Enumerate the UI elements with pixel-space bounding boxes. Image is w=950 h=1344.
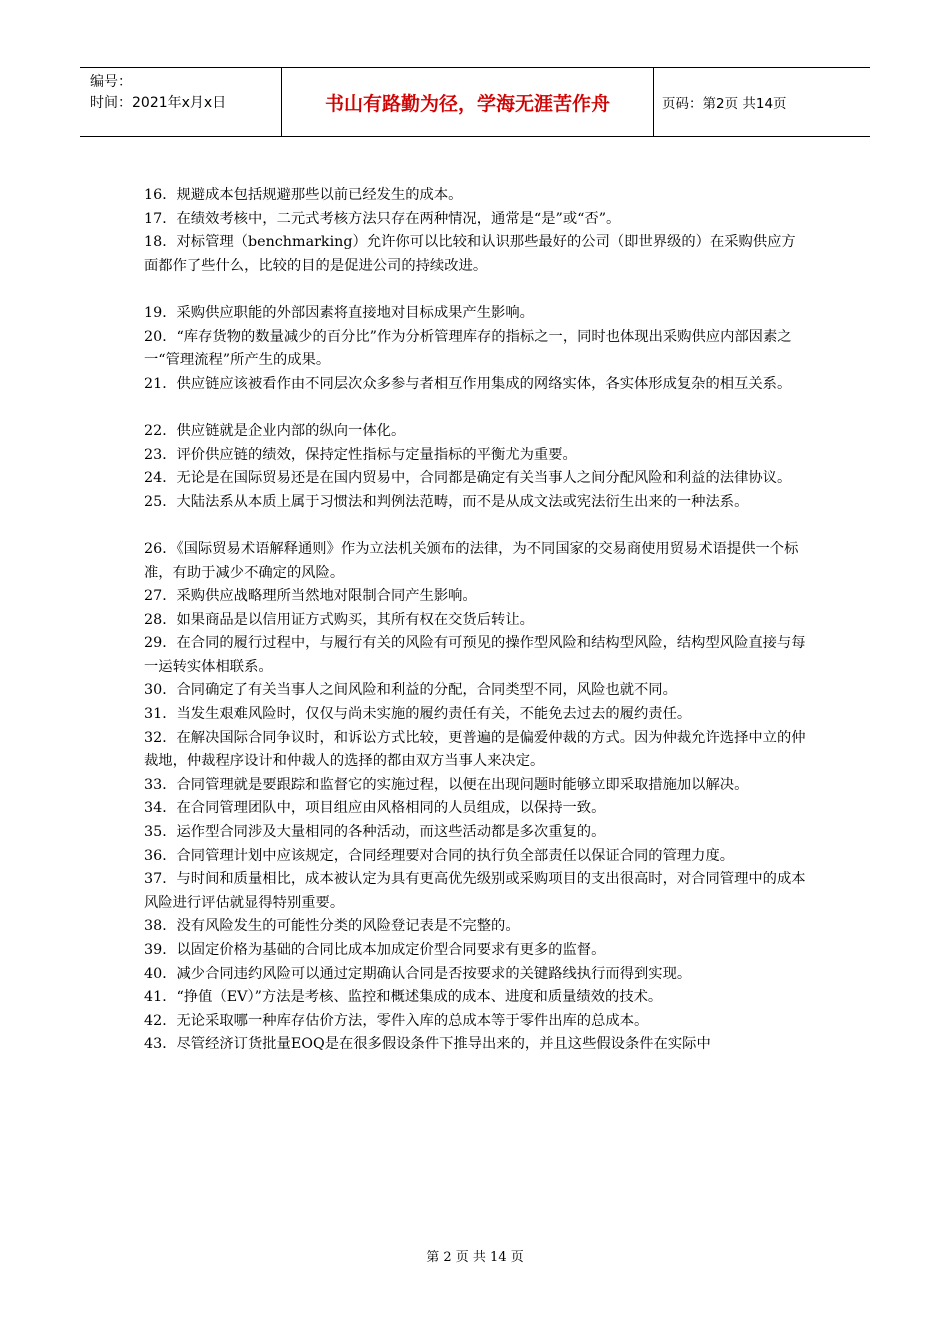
statement-item: 41．“挣值（EV）”方法是考核、监控和概述集成的成本、进度和质量绩效的技术。 bbox=[144, 989, 663, 1006]
statement-item: 30．合同确定了有关当事人之间风险和利益的分配，合同类型不同，风险也就不同。 bbox=[144, 682, 677, 699]
page-footer: 第 2 页 共 14 页 bbox=[426, 1250, 524, 1265]
statement-item: 28．如果商品是以信用证方式购买，其所有权在交货后转让。 bbox=[144, 611, 534, 628]
statement-item: 21．供应链应该被看作由不同层次众多参与者相互作用集成的网络实体，各实体形成复杂的相互关系。 bbox=[144, 375, 792, 392]
document-date: 时间：2021年x月x日 bbox=[90, 95, 227, 111]
statement-item: 33．合同管理就是要跟踪和监督它的实施过程，以便在出现问题时能够立即采取措施加以解决。 bbox=[144, 776, 749, 793]
header-meta bbox=[80, 68, 282, 136]
statement-item: 29．在合同的履行过程中，与履行有关的风险有可预见的操作型风险和结构型风险，结构型风险直接与每一运转实体相联系。 bbox=[144, 635, 806, 675]
statement-item: 39．以固定价格为基础的合同比成本加成定价型合同要求有更多的监督。 bbox=[144, 942, 606, 958]
statement-item: 37．与时间和质量相比，成本被认定为具有更高优先级别或采购项目的支出很高时，对合同管理中的成本风险进行评估就显得特别重要。 bbox=[144, 871, 806, 911]
statement-item: 36．合同管理计划中应该规定，合同经理要对合同的执行负全部责任以保证合同的管理力度。 bbox=[144, 847, 735, 864]
statement-item: 24．无论是在国际贸易还是在国内贸易中，合同都是确定有关当事人之间分配风险和利益的法律协议。 bbox=[144, 470, 792, 487]
statement-item: 26．《国际贸易术语解释通则》作为立法机关颁布的法律，为不同国家的交易商使用贸易术语提供一个标准，有助于减少不确定的风险。 bbox=[144, 540, 799, 581]
statement-item: 32．在解决国际合同争议时，和诉讼方式比较，更普遍的是偏爱仲裁的方式。因为仲裁允许选择中立的仲裁地，仲裁程序设计和仲裁人的选择的都由双方当事人来决定。 bbox=[144, 729, 806, 770]
statement-item: 20．“库存货物的数量减少的百分比”作为分析管理库存的指标之一，同时也体现出采购供应内部因素之一“管理流程”所产生的成果。 bbox=[144, 328, 792, 369]
paragraph-spacer bbox=[144, 396, 808, 420]
statement-item: 40．减少合同违约风险可以通过定期确认合同是否按要求的关键路线执行而得到实现。 bbox=[144, 965, 692, 982]
statement-item: 17．在绩效考核中，二元式考核方法只存在两种情况，通常是“是”或“否”。 bbox=[144, 210, 621, 227]
statement-item: 19．采购供应职能的外部因素将直接地对目标成果产生影响。 bbox=[144, 304, 534, 321]
statement-item: 31．当发生艰难风险时，仅仅与尚未实施的履约责任有关，不能免去过去的履约责任。 bbox=[144, 706, 692, 723]
statement-item: 18．对标管理（benchmarking）允许你可以比较和认识那些最好的公司（即世界级的）在采购供应方面都作了些什么，比较的目的是促进公司的持续改进。 bbox=[144, 234, 796, 274]
document-body bbox=[144, 184, 808, 1057]
paragraph-spacer bbox=[144, 278, 808, 302]
page-header bbox=[80, 67, 870, 137]
header-motto: 书山有路勤为径，学海无涯苦作舟 bbox=[282, 68, 654, 136]
statement-item: 42．无论采取哪一种库存估价方法，零件入库的总成本等于零件出库的总成本。 bbox=[144, 1012, 649, 1029]
header-page-info: 页码：第2页 共14页 bbox=[662, 96, 787, 112]
statement-item: 34．在合同管理团队中，项目组应由风格相同的人员组成，以保持一致。 bbox=[144, 800, 606, 817]
statement-item: 16．规避成本包括规避那些以前已经发生的成本。 bbox=[144, 187, 463, 203]
statement-item: 22．供应链就是企业内部的纵向一体化。 bbox=[144, 422, 406, 439]
paragraph-spacer bbox=[144, 514, 808, 538]
statement-item: 35．运作型合同涉及大量相同的各种活动，而这些活动都是多次重复的。 bbox=[144, 824, 606, 841]
statement-item: 43．尽管经济订货批量EOQ是在很多假设条件下推导出来的，并且这些假设条件在实际中 bbox=[144, 1036, 711, 1053]
statement-item: 38．没有风险发生的可能性分类的风险登记表是不完整的。 bbox=[144, 918, 520, 935]
statement-item: 23．评价供应链的绩效，保持定性指标与定量指标的平衡尤为重要。 bbox=[144, 446, 577, 463]
statement-item: 25．大陆法系从本质上属于习惯法和判例法范畴，而不是从成文法或宪法衍生出来的一种法系。 bbox=[144, 493, 749, 510]
statement-item: 27．采购供应战略理所当然地对限制合同产生影响。 bbox=[144, 588, 477, 605]
document-number-label: 编号： bbox=[90, 74, 132, 90]
